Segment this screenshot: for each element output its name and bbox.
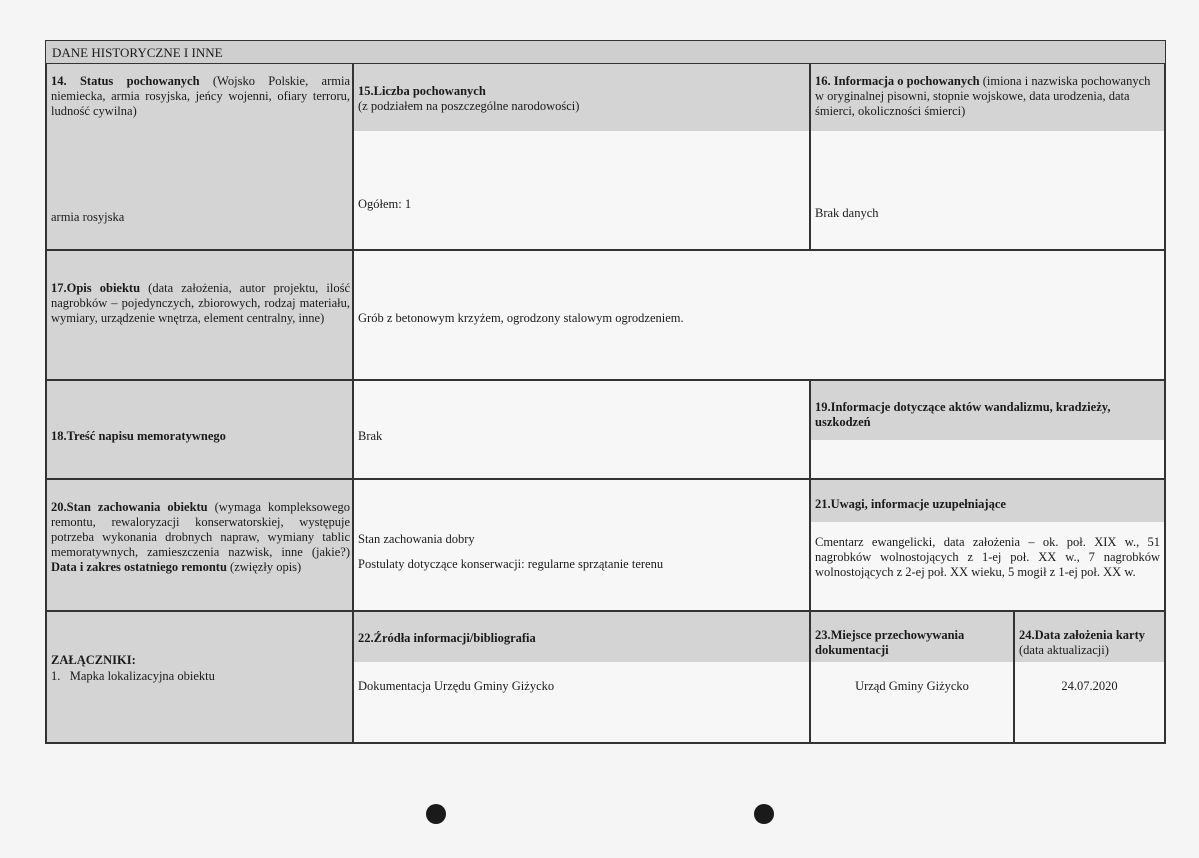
cell-21-value: Cmentarz ewangelicki, data założenia – ok. poł. XIX w., 51 nagrobków wolnostojących z 1-ej poł. XX w., 7 nagrobków wolnostojących z 2-ej poł. XX wieku, 5 mogił z 1-ej poł. XX w. [815,535,1160,579]
cell-15-label-bold: 15.Liczba pochowanych [358,84,486,98]
cell-attachments [45,612,354,744]
cell-16-value-area [811,131,1164,249]
cell-19-vandalism [811,381,1166,480]
cell-15-count [354,64,811,251]
cell-24-value-area [1015,662,1164,742]
cell-17-value-area [354,251,1166,381]
cell-15-label [358,84,803,114]
cell-20-value-2: Postulaty dotyczące konserwacji: regularne sprzątanie terenu [358,557,664,571]
cell-20-value-area [354,480,811,612]
cell-14-value: armia rosyjska [51,210,125,224]
cell-20-condition [45,480,354,612]
cell-24-value: 24.07.2020 [1061,679,1118,693]
cell-18-value-area [354,381,811,480]
cell-20-value-1: Stan zachowania dobry [358,532,475,546]
cell-23-label: 23.Miejsce przechowywania dokumentacji [815,628,965,657]
attachments-item-1: 1. Mapka lokalizacyjna obiektu [51,669,215,683]
cell-22-value: Dokumentacja Urzędu Gminy Giżycko [358,679,555,693]
cell-14-label [51,74,350,119]
cell-22-value-area [354,662,809,742]
cell-15-label-rest: (z podziałem na poszczególne narodowości) [358,99,580,113]
record-card-sheet [45,40,1166,744]
binder-hole-right [754,804,774,824]
cell-16-label [815,74,1160,119]
cell-14-label-rest: (Wojsko Polskie, armia niemiecka, armia rosyjska, jeńcy wojenni, ofiary terroru, ludność cywilna) [51,74,350,118]
cell-24-label [1019,628,1164,658]
cell-16-value: Brak danych [815,206,879,220]
cell-20-label-rest: (wymaga kompleksowego remontu, rewaloryzacji konserwatorskiej, występuje potrzeba wykonania drobnych napraw, wymiany tablic memoratywnych, zamieszczenia nazwisk, inne (jakie?) [51,500,350,559]
cell-23-value: Urząd Gminy Giżycko [855,679,969,693]
cell-15-value: Ogółem: 1 [358,197,412,211]
cell-17-label-bold: 17.Opis obiektu [51,281,141,295]
cell-19-value-area [811,440,1164,478]
binder-hole-left [426,804,446,824]
cell-14-status [45,64,354,251]
cell-17-value: Grób z betonowym krzyżem, ogrodzony stalowym ogrodzeniem. [358,311,684,325]
cell-16-info [811,64,1166,251]
section-header: DANE HISTORYCZNE I INNE [45,40,1166,64]
cell-20-label-bold: 20.Stan zachowania obiektu [51,500,208,514]
cell-16-label-rest: (imiona i nazwiska pochowanych w oryginalnej pisowni, stopnie wojskowe, data urodzenia, data śmierci, okoliczności śmierci) [815,74,1151,118]
cell-23-storage [811,612,1015,744]
cell-22-sources [354,612,811,744]
cell-15-value-area [354,131,809,249]
cell-17-label [51,281,350,326]
cell-17-label-rest: (data założenia, autor projektu, ilość nagrobków – pojedynczych, zbiorowych, rodzaj materiału, wymiary, urządzenie wnętrza, element centralny, inne) [51,281,350,325]
cell-18-inscription [45,381,354,480]
cell-21-value-area [811,522,1164,610]
cell-22-label: 22.Źródła informacji/bibliografia [358,631,536,645]
cell-19-label: 19.Informacje dotyczące aktów wandalizmu, kradzieży, uszkodzeń [815,400,1111,429]
cell-18-value: Brak [358,429,383,443]
cell-24-label-rest: (data aktualizacji) [1019,643,1109,657]
attachments-label: ZAŁĄCZNIKI: [51,653,136,667]
cell-16-label-bold: 16. Informacja o pochowanych [815,74,980,88]
cell-14-label-bold: 14. Status pochowanych [51,74,200,88]
cell-18-label: 18.Treść napisu memoratywnego [51,429,226,443]
cell-21-label: 21.Uwagi, informacje uzupełniające [815,497,1006,511]
cell-24-label-bold: 24.Data założenia karty [1019,628,1146,642]
cell-21-remarks [811,480,1166,612]
cell-20-label [51,500,350,575]
cell-23-value-area [811,662,1013,742]
cell-17-description [45,251,354,381]
cell-20-label2-bold: Data i zakres ostatniego remontu [51,560,227,574]
cell-24-date [1015,612,1166,744]
cell-20-label2-rest: (zwięzły opis) [226,560,302,574]
